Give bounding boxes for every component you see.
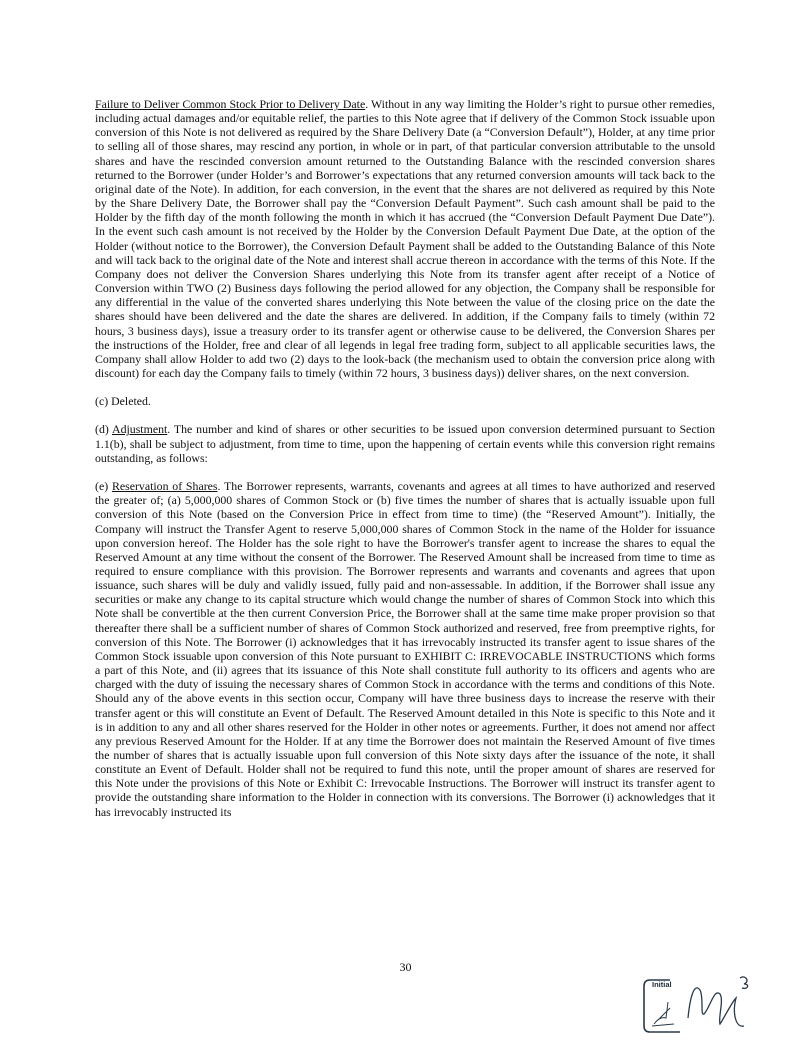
paragraph-heading: Reservation of Shares: [111, 479, 218, 494]
paragraph-reservation-of-shares: [95, 479, 715, 819]
initial-stamp-label: Initial: [652, 980, 672, 989]
paragraph-heading: Failure to Deliver Common Stock Prior to Delivery Date: [95, 97, 366, 111]
paragraph-failure-to-deliver: [95, 97, 715, 380]
paragraph-heading: Adjustment: [112, 422, 168, 437]
page-number: 30: [399, 960, 412, 974]
paragraph-text: . Without in any way limiting the Holder’s right to pursue other remedies, including actual damages and/or equitable relief, the parties to this Note agree that if delivery of the Common Stock issuable upon conversion of this Note is not delivered as required by the Share Delivery Date (a “Conversion Default”), Holder, at any time prior to selling all of those shares, may rescind any portion, in whole or in part, of that particular conversion attributable to the unsold shares and have the rescinded conversion amount returned to the Outstanding Balance with the rescinded conversion shares returned to the Borrower (under Holder’s and Borrower’s expectations that any returned conversion amounts will tack back to the original date of the Note). In addition, for each conversion, in the event that the shares are not delivered as required by this Note by the Share Delivery Date, the Borrower shall pay the “Conversion Default Payment”. Such cash amount shall be paid to the Holder by the fifth day of the month following the month in which it has accrued (the “Conversion Default Payment Due Date”). In the event such cash amount is not received by the Holder by the Conversion Default Payment Due Date, at the option of the Holder (without notice to the Borrower), the Conversion Default Payment shall be added to the Outstanding Balance of this Note and will tack back to the original date of the Note and interest shall accrue thereon in accordance with the terms of this Note. If the Company does not deliver the Conversion Shares underlying this Note from its transfer agent after receipt of a Notice of Conversion within TWO (2) Business days following the period allowed for any objection, the Company shall be responsible for any differential in the value of the converted shares underlying this Note between the value of the closing price on the date the shares should have been delivered and the date the shares are delivered. In addition, if the Company fails to timely (within 72 hours, 3 business days), issue a treasury order to its transfer agent or otherwise cause to be delivered, the Conversion Shares per the instructions of the Holder, free and clear of all legends in legal free trading form, subject to all applicable securities laws, the Company shall allow Holder to add two (2) days to the look-back (the mechanism used to obtain the conversion price along with discount) for each day the Company fails to timely (within 72 hours, 3 business days)) deliver shares, on the next conversion.: [95, 97, 715, 380]
paragraph-text: . The Borrower represents, warrants, covenants and agrees at all times to have authorized and reserved the greater of; (a) 5,000,000 shares of Common Stock or (b) five times the number of shares that is actually issuable upon full conversion of this Note (based on the Conversion Price in effect from time to time) (the “Reserved Amount”). Initially, the Company will instruct the Transfer Agent to reserve 5,000,000 shares of Common Stock in the name of the Holder for issuance upon conversion hereof. The Holder has the sole right to have the Borrower's transfer agent to increase the shares to equal the Reserved Amount at any time without the consent of the Borrower. The Reserved Amount shall be increased from time to time as required to ensure compliance with this provision. The Borrower represents and warrants and covenants and agrees that upon issuance, such shares will be duly and validly issued, fully paid and non-assessable. In addition, if the Borrower shall issue any securities or make any change to its capital structure which would change the number of shares of Common Stock into which this Note shall be convertible at the then current Conversion Price, the Borrower shall at the same time make proper provision so that thereafter there shall be a sufficient number of shares of Common Stock authorized and reserved, free from preemptive rights, for conversion of this Note. The Borrower (i) acknowledges that it has irrevocably instructed its transfer agent to issue shares of the Common Stock issuable upon conversion of this Note pursuant to EXHIBIT C: IRREVOCABLE INSTRUCTIONS which forms a part of this Note, and (ii) agrees that its issuance of this Note shall constitute full authority to its officers and agents who are charged with the duty of issuing the necessary shares of Common Stock in accordance with the terms and conditions of this Note. Should any of the above events in this section occur, Company will have three business days to increase the reserve with their transfer agent or this will constitute an Event of Default. The Reserved Amount detailed in this Note is specific to this Note and it is in addition to any and all other shares reserved for the Holder in other notes or agreements. Further, it does not amend nor affect any previous Reserved Amount for the Holder. If at any time the Borrower does not maintain the Reserved Amount of five times the number of shares that is actually issuable upon full conversion of this Note sixty days after the issuance of the note, it shall constitute an Event of Default. Holder shall not be required to fund this note, until the proper amount of shares are reserved for this Note under the provisions of this Note or Exhibit C: Irrevocable Instructions. The Borrower will instruct its transfer agent to provide the outstanding share information to the Holder in connection with its conversions. The Borrower (i) acknowledges that it has irrevocably instructed its: [95, 479, 716, 819]
paragraph-prefix: (e): [95, 479, 112, 494]
paragraph-text: . The number and kind of shares or other securities to be issued upon conversion determined pursuant to Section 1.1(b), shall be subject to adjustment, from time to time, upon the happening of certain events while this conversion right remains outstanding, as follows:: [95, 422, 715, 465]
document-body: [95, 97, 715, 819]
paragraph-prefix: (d): [95, 422, 113, 437]
initial-stamp-graphic: [640, 968, 760, 1040]
paragraph-deleted: [95, 394, 715, 408]
initial-signature-stamp: [640, 968, 760, 1040]
paragraph-adjustment: [95, 422, 715, 464]
paragraph-text: (c) Deleted.: [95, 394, 151, 409]
